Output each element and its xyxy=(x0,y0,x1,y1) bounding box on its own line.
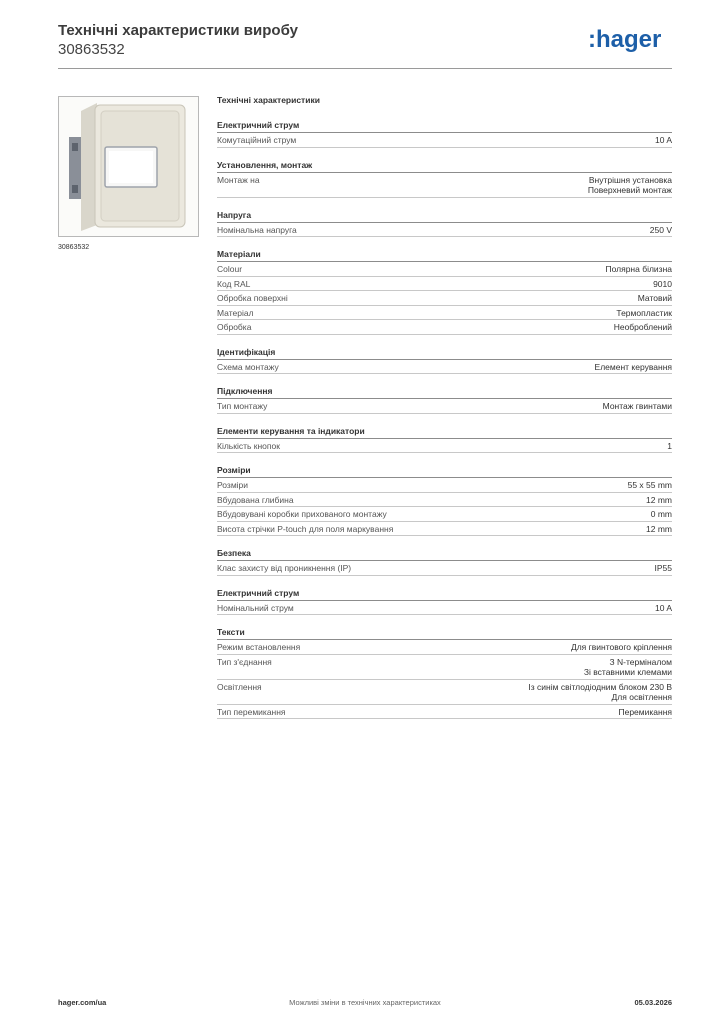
switch-illustration xyxy=(59,97,198,236)
spec-value: Для гвинтового кріплення xyxy=(570,642,672,652)
spec-value: 12 mm xyxy=(646,523,672,534)
footer-date: 05.03.2026 xyxy=(634,998,672,1007)
spec-value: IP55 xyxy=(654,563,672,573)
spec-section xyxy=(217,548,672,576)
spec-label: Colour xyxy=(217,264,243,274)
spec-section xyxy=(217,160,672,198)
spec-row xyxy=(217,399,672,414)
spec-label: Розміри xyxy=(217,480,249,490)
spec-row xyxy=(217,507,672,522)
spec-label: Тип з'єднання xyxy=(217,656,272,667)
spec-section xyxy=(217,627,672,719)
spec-value: 1 xyxy=(667,440,672,451)
section-title: Напруга xyxy=(217,210,672,223)
section-title: Безпека xyxy=(217,548,672,561)
spec-label: Обробка xyxy=(217,322,252,332)
spec-label: Тип перемикання xyxy=(217,706,286,717)
section-title: Електричний струм xyxy=(217,588,672,601)
spec-section xyxy=(217,120,672,148)
spec-row xyxy=(217,360,672,375)
spec-value: Перемикання xyxy=(618,706,672,717)
specifications-title: Технічні характеристики xyxy=(217,95,320,105)
section-title: Ідентифікація xyxy=(217,347,672,360)
spec-value: Із синім світлодіодним блоком 230 В Для освітлення xyxy=(528,681,672,702)
spec-row xyxy=(217,277,672,292)
spec-label: Висота стрічки P-touch для поля маркування xyxy=(217,523,394,534)
section-title: Електричний струм xyxy=(217,120,672,133)
spec-row xyxy=(217,173,672,198)
spec-value: Термопластик xyxy=(616,307,672,318)
spec-row xyxy=(217,291,672,306)
image-caption: 30863532 xyxy=(58,244,90,251)
specification-sections xyxy=(217,120,672,719)
spec-value: 10 A xyxy=(654,602,672,613)
section-title: Розміри xyxy=(217,465,672,478)
header-divider xyxy=(58,68,672,69)
spec-label: Кількість кнопок xyxy=(217,440,280,451)
logo-text: :hager xyxy=(588,26,662,53)
spec-label: Обробка поверхні xyxy=(217,293,288,303)
specifications-table xyxy=(217,95,672,731)
spec-section xyxy=(217,588,672,616)
spec-row xyxy=(217,561,672,576)
spec-row xyxy=(217,522,672,537)
spec-label: Номінальний струм xyxy=(217,602,294,613)
spec-row xyxy=(217,601,672,616)
document-title: Технічні характеристики виробу xyxy=(58,22,298,39)
spec-row xyxy=(217,493,672,508)
spec-section xyxy=(217,347,672,375)
spec-label: Вбудовувані коробки прихованого монтажу xyxy=(217,509,387,519)
section-title: Підключення xyxy=(217,386,672,399)
spec-row xyxy=(217,223,672,238)
spec-row xyxy=(217,680,672,705)
spec-value: 9010 xyxy=(653,278,672,289)
spec-value: 55 x 55 mm xyxy=(627,480,672,490)
page-footer xyxy=(58,998,672,1010)
spec-value: Монтаж гвинтами xyxy=(602,401,672,411)
section-title: Установлення, монтаж xyxy=(217,160,672,173)
page-header xyxy=(58,20,672,68)
product-image xyxy=(58,96,199,237)
spec-label: Режим встановлення xyxy=(217,642,301,652)
spec-label: Тип монтажу xyxy=(217,401,268,411)
footer-disclaimer: Можливі зміни в технічних характеристиках xyxy=(289,998,441,1007)
spec-label: Матеріал xyxy=(217,307,254,318)
spec-label: Монтаж на xyxy=(217,174,260,185)
spec-section xyxy=(217,386,672,414)
spec-value: Полярна білизна xyxy=(605,264,672,274)
product-code: 30863532 xyxy=(58,41,125,58)
section-title: Матеріали xyxy=(217,249,672,262)
spec-value: З N-терміналом Зі вставними клемами xyxy=(583,656,672,677)
section-title: Елементи керування та індикатори xyxy=(217,426,672,439)
spec-row xyxy=(217,439,672,454)
spec-label: Вбудована глибина xyxy=(217,494,294,505)
spec-label: Клас захисту від проникнення (IP) xyxy=(217,563,352,573)
spec-row xyxy=(217,640,672,655)
hager-logo xyxy=(588,26,672,54)
spec-label: Комутаційний струм xyxy=(217,135,297,145)
spec-section xyxy=(217,465,672,536)
spec-row xyxy=(217,133,672,148)
spec-row xyxy=(217,655,672,680)
spec-row xyxy=(217,306,672,321)
spec-section xyxy=(217,426,672,454)
spec-label: Номінальна напруга xyxy=(217,224,297,235)
spec-row xyxy=(217,262,672,277)
spec-value: Внутрішня установка Поверхневий монтаж xyxy=(587,174,672,195)
spec-label: Схема монтажу xyxy=(217,361,279,372)
spec-row xyxy=(217,705,672,720)
section-title: Тексти xyxy=(217,627,672,640)
footer-website: hager.com/ua xyxy=(58,998,107,1007)
spec-value: 10 A xyxy=(654,135,672,145)
spec-value: Матовий xyxy=(637,293,672,303)
spec-value: 12 mm xyxy=(646,494,672,505)
spec-row xyxy=(217,320,672,335)
spec-row xyxy=(217,478,672,493)
spec-value: 250 V xyxy=(649,224,672,235)
spec-value: Необроблений xyxy=(613,322,672,332)
spec-section xyxy=(217,249,672,335)
spec-section xyxy=(217,210,672,238)
spec-value: 0 mm xyxy=(650,509,672,519)
spec-label: Код RAL xyxy=(217,278,251,289)
spec-value: Елемент керування xyxy=(594,361,672,372)
spec-label: Освітлення xyxy=(217,681,262,692)
